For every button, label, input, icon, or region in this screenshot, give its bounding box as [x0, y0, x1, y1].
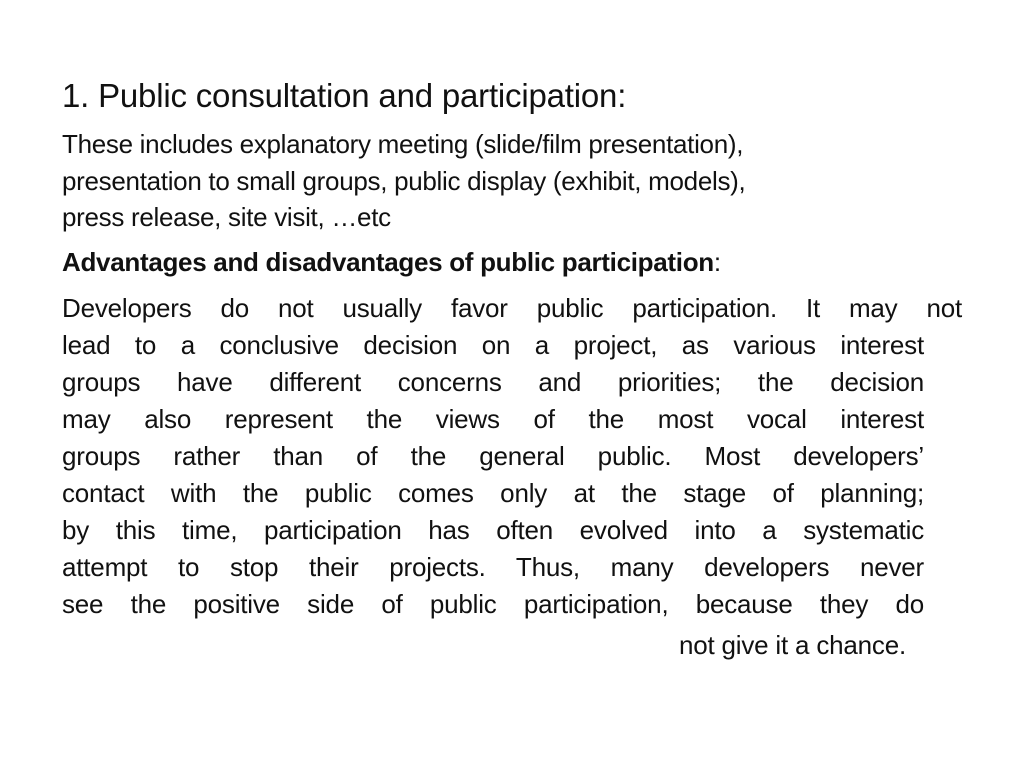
- body-line: by this time, participation has often evolved into a systematic: [62, 515, 924, 545]
- advantages-subheading: [62, 244, 721, 280]
- body-line-final: not give it a chance.: [678, 630, 906, 660]
- body-line: Developers do not usually favor public participation. It may not: [62, 293, 962, 323]
- intro-paragraph: [62, 126, 942, 236]
- body-line: groups have different concerns and priorities; the decision: [62, 367, 924, 397]
- intro-line: These includes explanatory meeting (slide/film presentation),: [62, 129, 744, 159]
- intro-line: press release, site visit, …etc: [62, 202, 391, 232]
- body-line: lead to a conclusive decision on a project, as various interest: [62, 330, 924, 360]
- body-line: see the positive side of public participation, because they do: [62, 589, 924, 619]
- body-line: attempt to stop their projects. Thus, many developers never: [62, 552, 924, 582]
- body-paragraph: [62, 290, 962, 664]
- subheading-colon: :: [713, 247, 721, 277]
- body-line: may also represent the views of the most vocal interest: [62, 404, 924, 434]
- body-line: groups rather than of the general public. Most developers’: [62, 441, 924, 471]
- body-line: contact with the public comes only at the stage of planning;: [62, 478, 924, 508]
- section-heading: 1. Public consultation and participation:: [62, 77, 627, 114]
- subheading-bold-text: Advantages and disadvantages of public participation: [62, 247, 714, 277]
- intro-line: presentation to small groups, public display (exhibit, models),: [62, 165, 746, 196]
